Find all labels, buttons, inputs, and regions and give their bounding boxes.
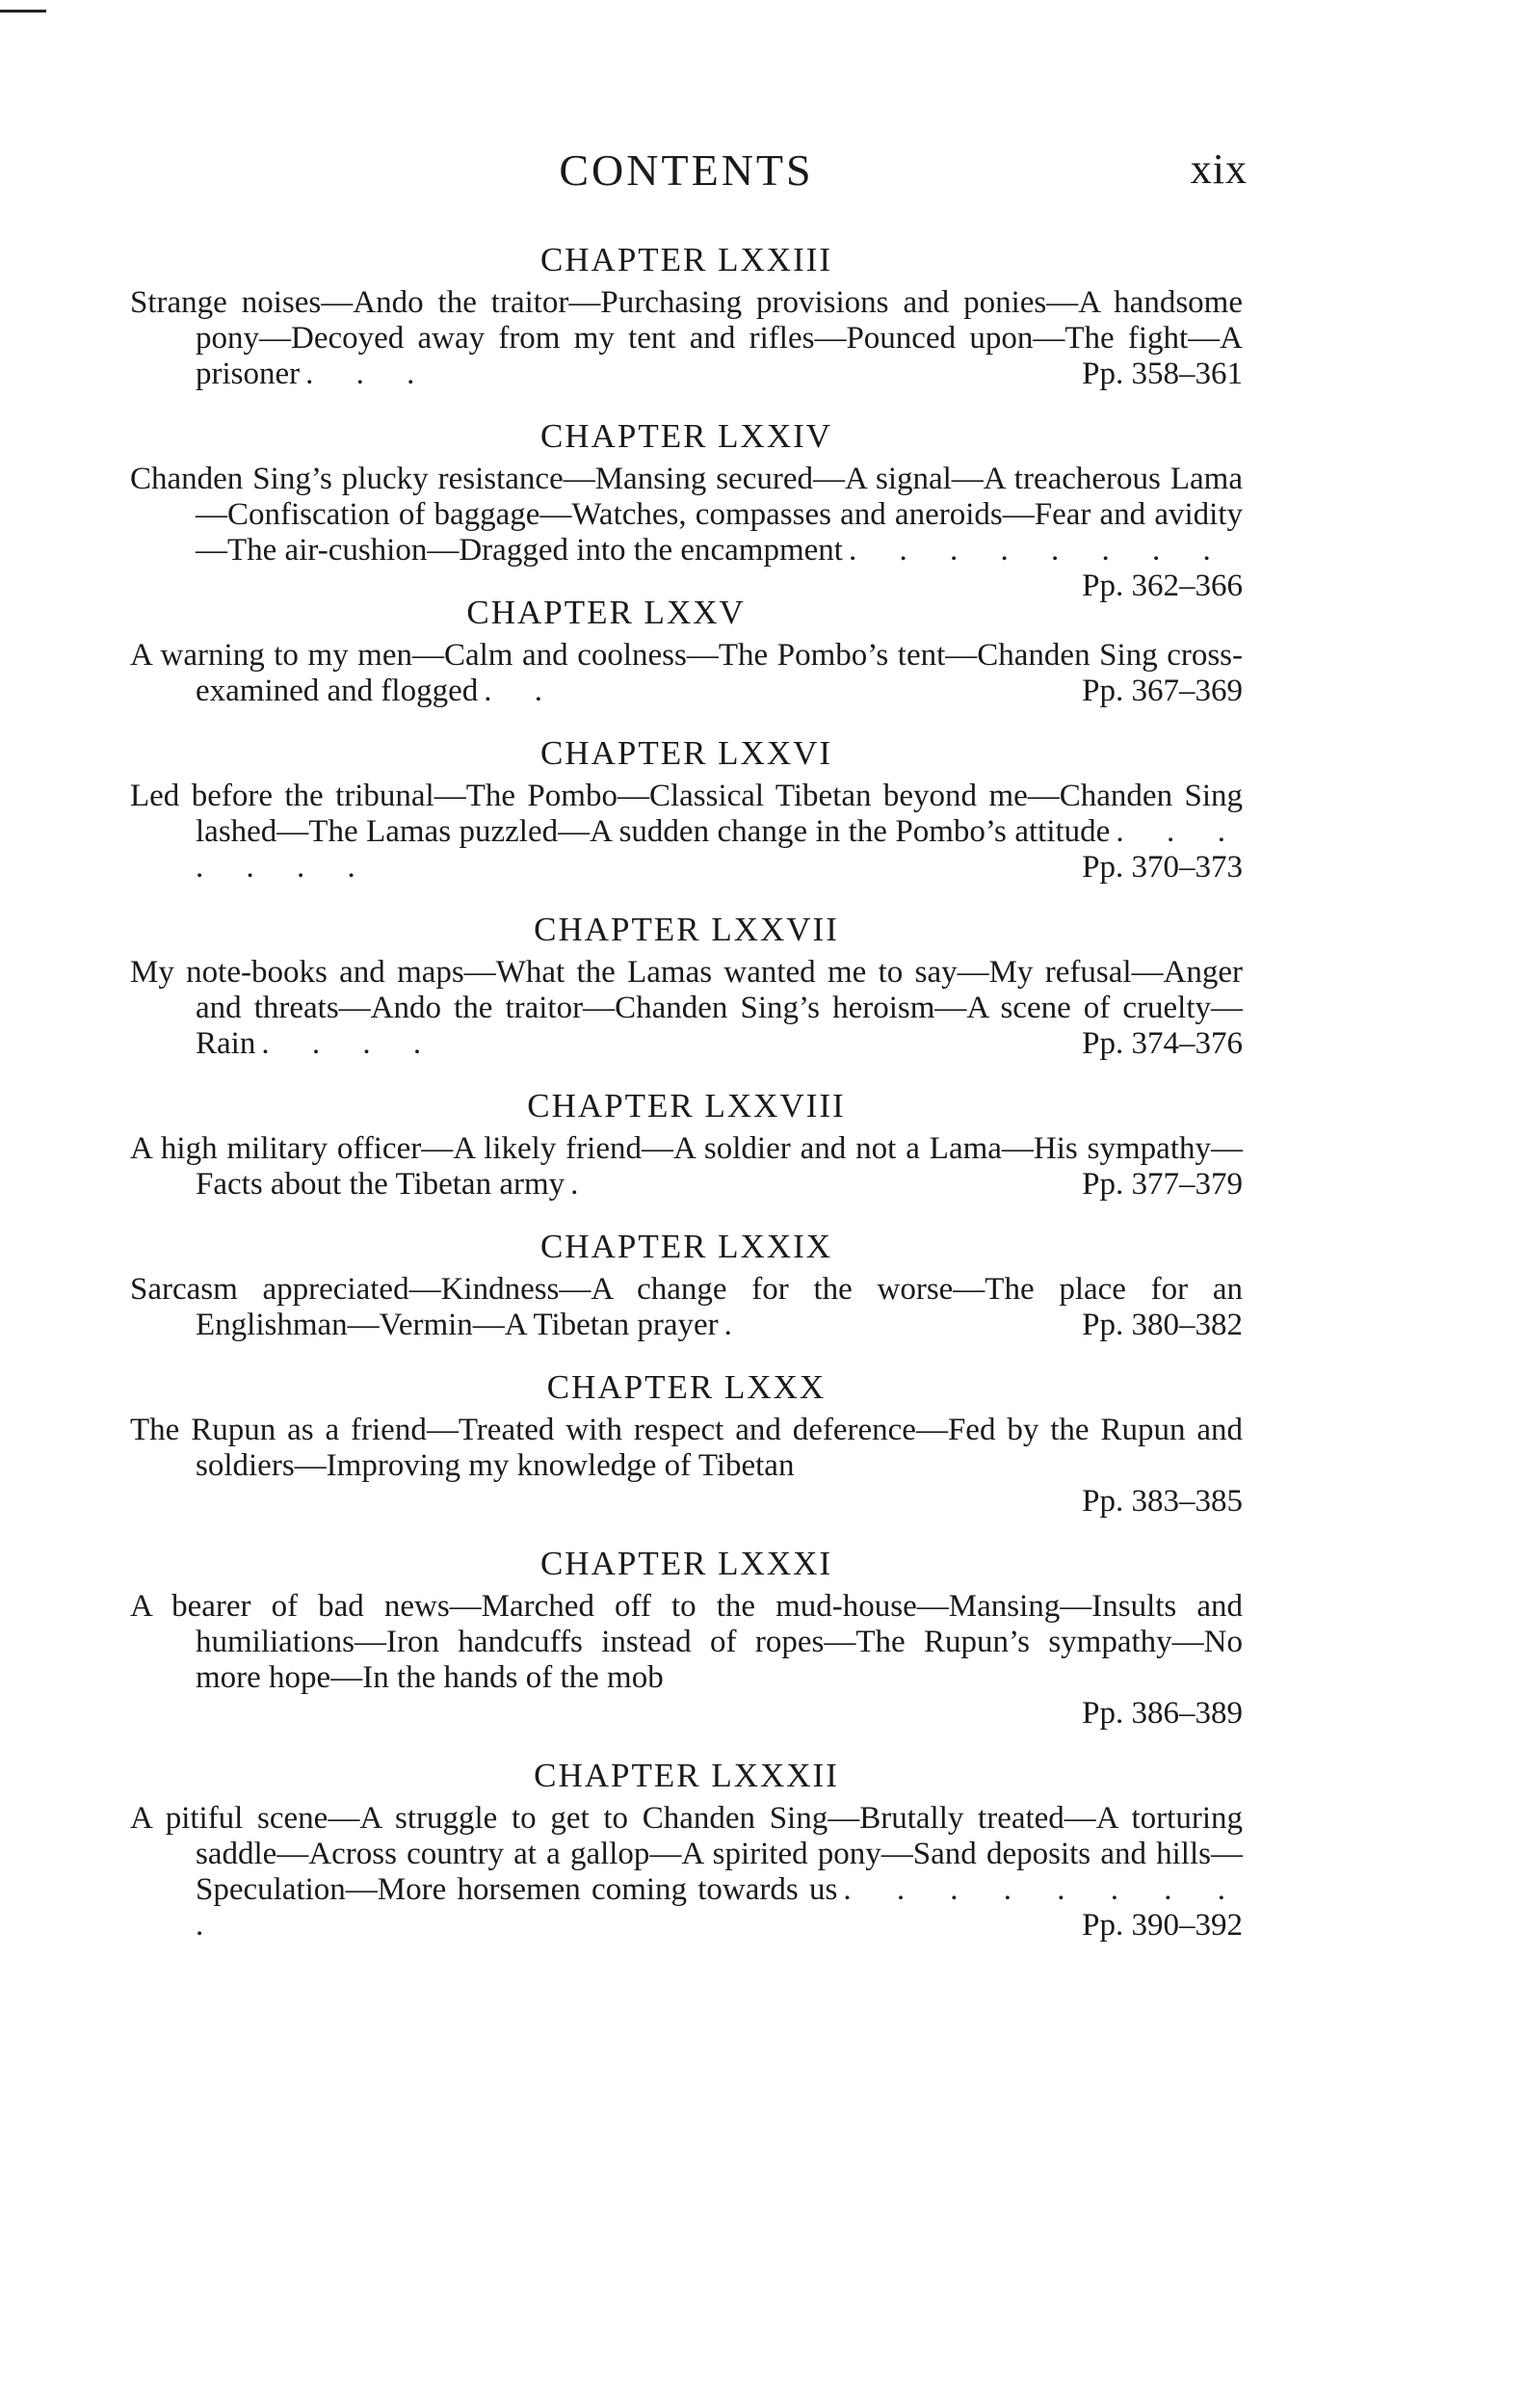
dot-leader: . bbox=[723, 1308, 749, 1342]
chapter-summary bbox=[130, 955, 1243, 1062]
chapter-entry bbox=[130, 594, 1243, 709]
dot-leader: . . . . bbox=[261, 1026, 439, 1061]
chapter-summary-text: Strange noises—Ando the traitor—Purchasing provisions and ponies—A handsome pony—Decoyed away from my tent and rifles—Pounced upon—The fight—A prisoner bbox=[130, 285, 1243, 391]
chapter-heading: CHAPTER LXXVIII bbox=[527, 1087, 846, 1125]
dot-leader: . . bbox=[484, 674, 560, 708]
scan-edge-mark bbox=[0, 10, 46, 13]
chapter-entry bbox=[130, 1757, 1243, 1944]
dot-leader: . . . . . . . . bbox=[848, 533, 1228, 568]
chapter-heading: CHAPTER LXXV bbox=[466, 594, 746, 631]
chapter-summary-text: Chanden Sing’s plucky resistance—Mansing secured—A signal—A treacherous Lama—Confiscation of baggage—Watches, compasses and aneroids—Fear and avidity—The air-cushion—Dragged into the encampment bbox=[130, 462, 1243, 568]
chapter-summary-text: Sarcasm appreciated—Kindness—A change for the worse—The place for an Englishman—Vermin—A Tibetan prayer bbox=[130, 1272, 1243, 1342]
chapter-summary bbox=[130, 779, 1243, 886]
chapter-heading: CHAPTER LXXIX bbox=[539, 1228, 833, 1265]
chapter-heading: CHAPTER LXXX bbox=[546, 1368, 827, 1406]
chapter-pages: Pp. 374–376 bbox=[1082, 1026, 1243, 1061]
chapter-entry bbox=[130, 1368, 1243, 1520]
chapter-entry bbox=[130, 1087, 1243, 1203]
chapter-pages: Pp. 362–366 bbox=[1082, 569, 1243, 603]
chapter-entry bbox=[130, 417, 1243, 603]
dot-leader: . bbox=[570, 1167, 596, 1202]
chapter-pages: Pp. 390–392 bbox=[1082, 1908, 1243, 1943]
dot-leader: . . . bbox=[305, 357, 433, 391]
chapter-summary bbox=[130, 1801, 1243, 1944]
chapter-entry bbox=[130, 734, 1243, 886]
dot-leader: . . . . . . . bbox=[196, 814, 1244, 885]
chapter-heading: CHAPTER LXXXII bbox=[534, 1757, 839, 1794]
chapter-entry bbox=[130, 241, 1243, 392]
chapter-heading: CHAPTER LXXXI bbox=[539, 1545, 833, 1582]
chapter-summary-text: My note-books and maps—What the Lamas wanted me to say—My refusal—Anger and threats—Ando the traitor—Chanden Sing’s heroism—A scene of cruelty—Rain bbox=[130, 955, 1243, 1061]
chapter-summary bbox=[130, 285, 1243, 392]
chapter-heading: CHAPTER LXXIII bbox=[539, 241, 833, 278]
chapter-pages: Pp. 386–389 bbox=[1082, 1696, 1243, 1731]
chapter-summary-text: The Rupun as a friend—Treated with respect and deference—Fed by the Rupun and soldiers—Improving my knowledge of Tibetan bbox=[130, 1413, 1243, 1483]
chapter-heading: CHAPTER LXXIV bbox=[539, 417, 833, 455]
chapter-pages: Pp. 380–382 bbox=[1082, 1308, 1243, 1342]
chapter-entry bbox=[130, 911, 1243, 1062]
chapter-pages: Pp. 370–373 bbox=[1082, 850, 1243, 885]
chapter-pages: Pp. 383–385 bbox=[1082, 1484, 1243, 1519]
chapter-summary bbox=[130, 1413, 1243, 1520]
chapter-pages: Pp. 377–379 bbox=[1082, 1167, 1243, 1202]
chapter-summary-text: A bearer of bad news—Marched off to the mud-house—Mansing—Insults and humiliations—Iron handcuffs instead of ropes—The Rupun’s sympathy—No more hope—In the hands of the mob bbox=[130, 1589, 1243, 1695]
chapter-summary bbox=[130, 1589, 1243, 1732]
chapter-entry bbox=[130, 1545, 1243, 1732]
chapter-summary-text: Led before the tribunal—The Pombo—Classical Tibetan beyond me—Chanden Sing lashed—The Lamas puzzled—A sudden change in the Pombo’s attitude bbox=[130, 779, 1243, 849]
page-number: xix bbox=[1190, 146, 1248, 193]
dot-leader: . . . . . . . . . bbox=[196, 1872, 1243, 1943]
chapter-summary bbox=[130, 462, 1243, 603]
chapter-summary bbox=[130, 1272, 1243, 1343]
page-title: CONTENTS bbox=[559, 146, 814, 195]
chapter-summary bbox=[130, 638, 1243, 709]
chapter-pages: Pp. 367–369 bbox=[1082, 674, 1243, 708]
chapter-heading: CHAPTER LXXVI bbox=[539, 734, 833, 772]
chapter-pages: Pp. 358–361 bbox=[1082, 357, 1243, 391]
chapter-summary-text: A pitiful scene—A struggle to get to Chanden Sing—Brutally treated—A torturing saddle—Across country at a gallop—A spirited pony—Sand deposits and hills—Speculation—More horsemen coming towards us bbox=[130, 1801, 1243, 1907]
chapter-entry bbox=[130, 1228, 1243, 1343]
chapter-heading: CHAPTER LXXVII bbox=[534, 911, 839, 948]
chapter-summary bbox=[130, 1131, 1243, 1203]
chapter-summary-text: A warning to my men—Calm and coolness—The Pombo’s tent—Chanden Sing cross-examined and flogged bbox=[130, 638, 1243, 708]
contents-page bbox=[130, 145, 1248, 1969]
chapter-summary-text: A high military officer—A likely friend—A soldier and not a Lama—His sympathy—Facts about the Tibetan army bbox=[130, 1131, 1243, 1202]
running-head bbox=[130, 145, 1248, 212]
